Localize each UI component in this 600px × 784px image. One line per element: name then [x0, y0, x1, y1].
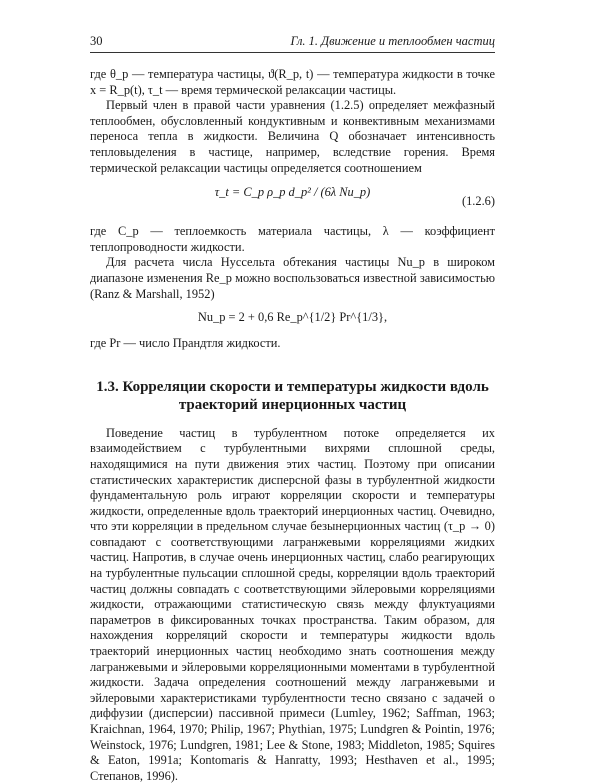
paragraph-prandtl: где Pr — число Прандтля жидкости.	[90, 336, 281, 351]
page-number: 30	[90, 34, 103, 48]
section-heading	[90, 378, 495, 414]
running-head	[90, 34, 495, 53]
paragraph-temperature-definitions: где θ_p — температура частицы, ϑ(R_p, t) — температура жидкости в точке x = R_p(t), τ_t — время термической релаксации частицы.	[90, 67, 495, 97]
formula-thermal-relaxation	[90, 185, 495, 215]
paragraph-first-term: Первый член в правой части уравнения (1.2.5) определяет межфазный теплообмен, обусловленный кондуктивным и конвективным механизмами переноса тепла в жидкости. Величина Q обозначает интенсивность тепловыделения в частице, например, вследствие горения. Время термической релаксации частицы определяется соотношением	[90, 98, 495, 175]
section-number: 1.3.	[96, 378, 119, 395]
formula-nusselt-expression: Nu_p = 2 + 0,6 Re_p^{1/2} Pr^{1/3},	[197, 310, 388, 325]
paragraph-heat-capacity: где C_p — теплоемкость материала частицы, λ — коэффициент теплопроводности жидкости.	[90, 224, 495, 254]
section-title: Корреляции скорости и температуры жидкости вдоль траекторий инерционных частиц	[122, 378, 489, 413]
formula-nusselt	[90, 310, 495, 328]
equation-number: (1.2.6)	[461, 194, 495, 209]
paragraph-nusselt-intro: Для расчета числа Нуссельта обтекания частицы Nu_p в широком диапазоне изменения Re_p можно воспользоваться известной зависимостью (Ranz & Marshall, 1952)	[90, 255, 495, 301]
formula-thermal-relaxation-expression: τ_t = C_p ρ_p d_p² / (6λ Nu_p)	[214, 185, 371, 200]
paragraph-section-body: Поведение частиц в турбулентном потоке определяется их взаимодействием с турбулентными вихрями сплошной среды, находящимися на пути движения этих частиц. Поэтому при описании статистических характеристик дисперсной фазы в турбулентной жидкости фундаментальную роль играют корреляции скорости и температуры жидкости, определенные вдоль траекторий инерционных частиц. Очевидно, что эти корреляции в предельном случае безынерционных частиц (τ_p → 0) совпадают с соответствующими лагранжевыми корреляциями жидких частиц. Напротив, в случае очень инерционных частиц, слабо реагирующих на турбулентные пульсации сплошной среды, корреляции вдоль траекторий частиц должны совпадать с соответствующими эйлеровыми корреляциями жидкости, отражающими статистическую связь между флуктуациями параметров в фиксированных точках пространства. Таким образом, для нахождения корреляций скорости и температуры жидкости вдоль траекторий инерционных частиц необходимо знать соотношения между лагранжевыми и эйлеровыми корреляционными моментами в турбулентной жидкости. Задача определения соотношений между лагранжевыми и эйлеровыми характеристиками турбулентности тесно связано с задачей о диффузии (дисперсии) пассивной примеси (Lumley, 1962; Saffman, 1963; Kraichnan, 1964, 1970; Philip, 1967; Phythian, 1975; Lundgren & Pointin, 1976; Weinstock, 1976; Lundgren, 1981; Lee & Stone, 1983; Middleton, 1985; Squires & Eaton, 1991a; Kontomaris & Hanratty, 1993; Hesthaven et al., 1995; Степанов, 1996).	[90, 425, 495, 783]
chapter-title: Гл. 1. Движение и теплообмен частиц	[290, 34, 495, 48]
